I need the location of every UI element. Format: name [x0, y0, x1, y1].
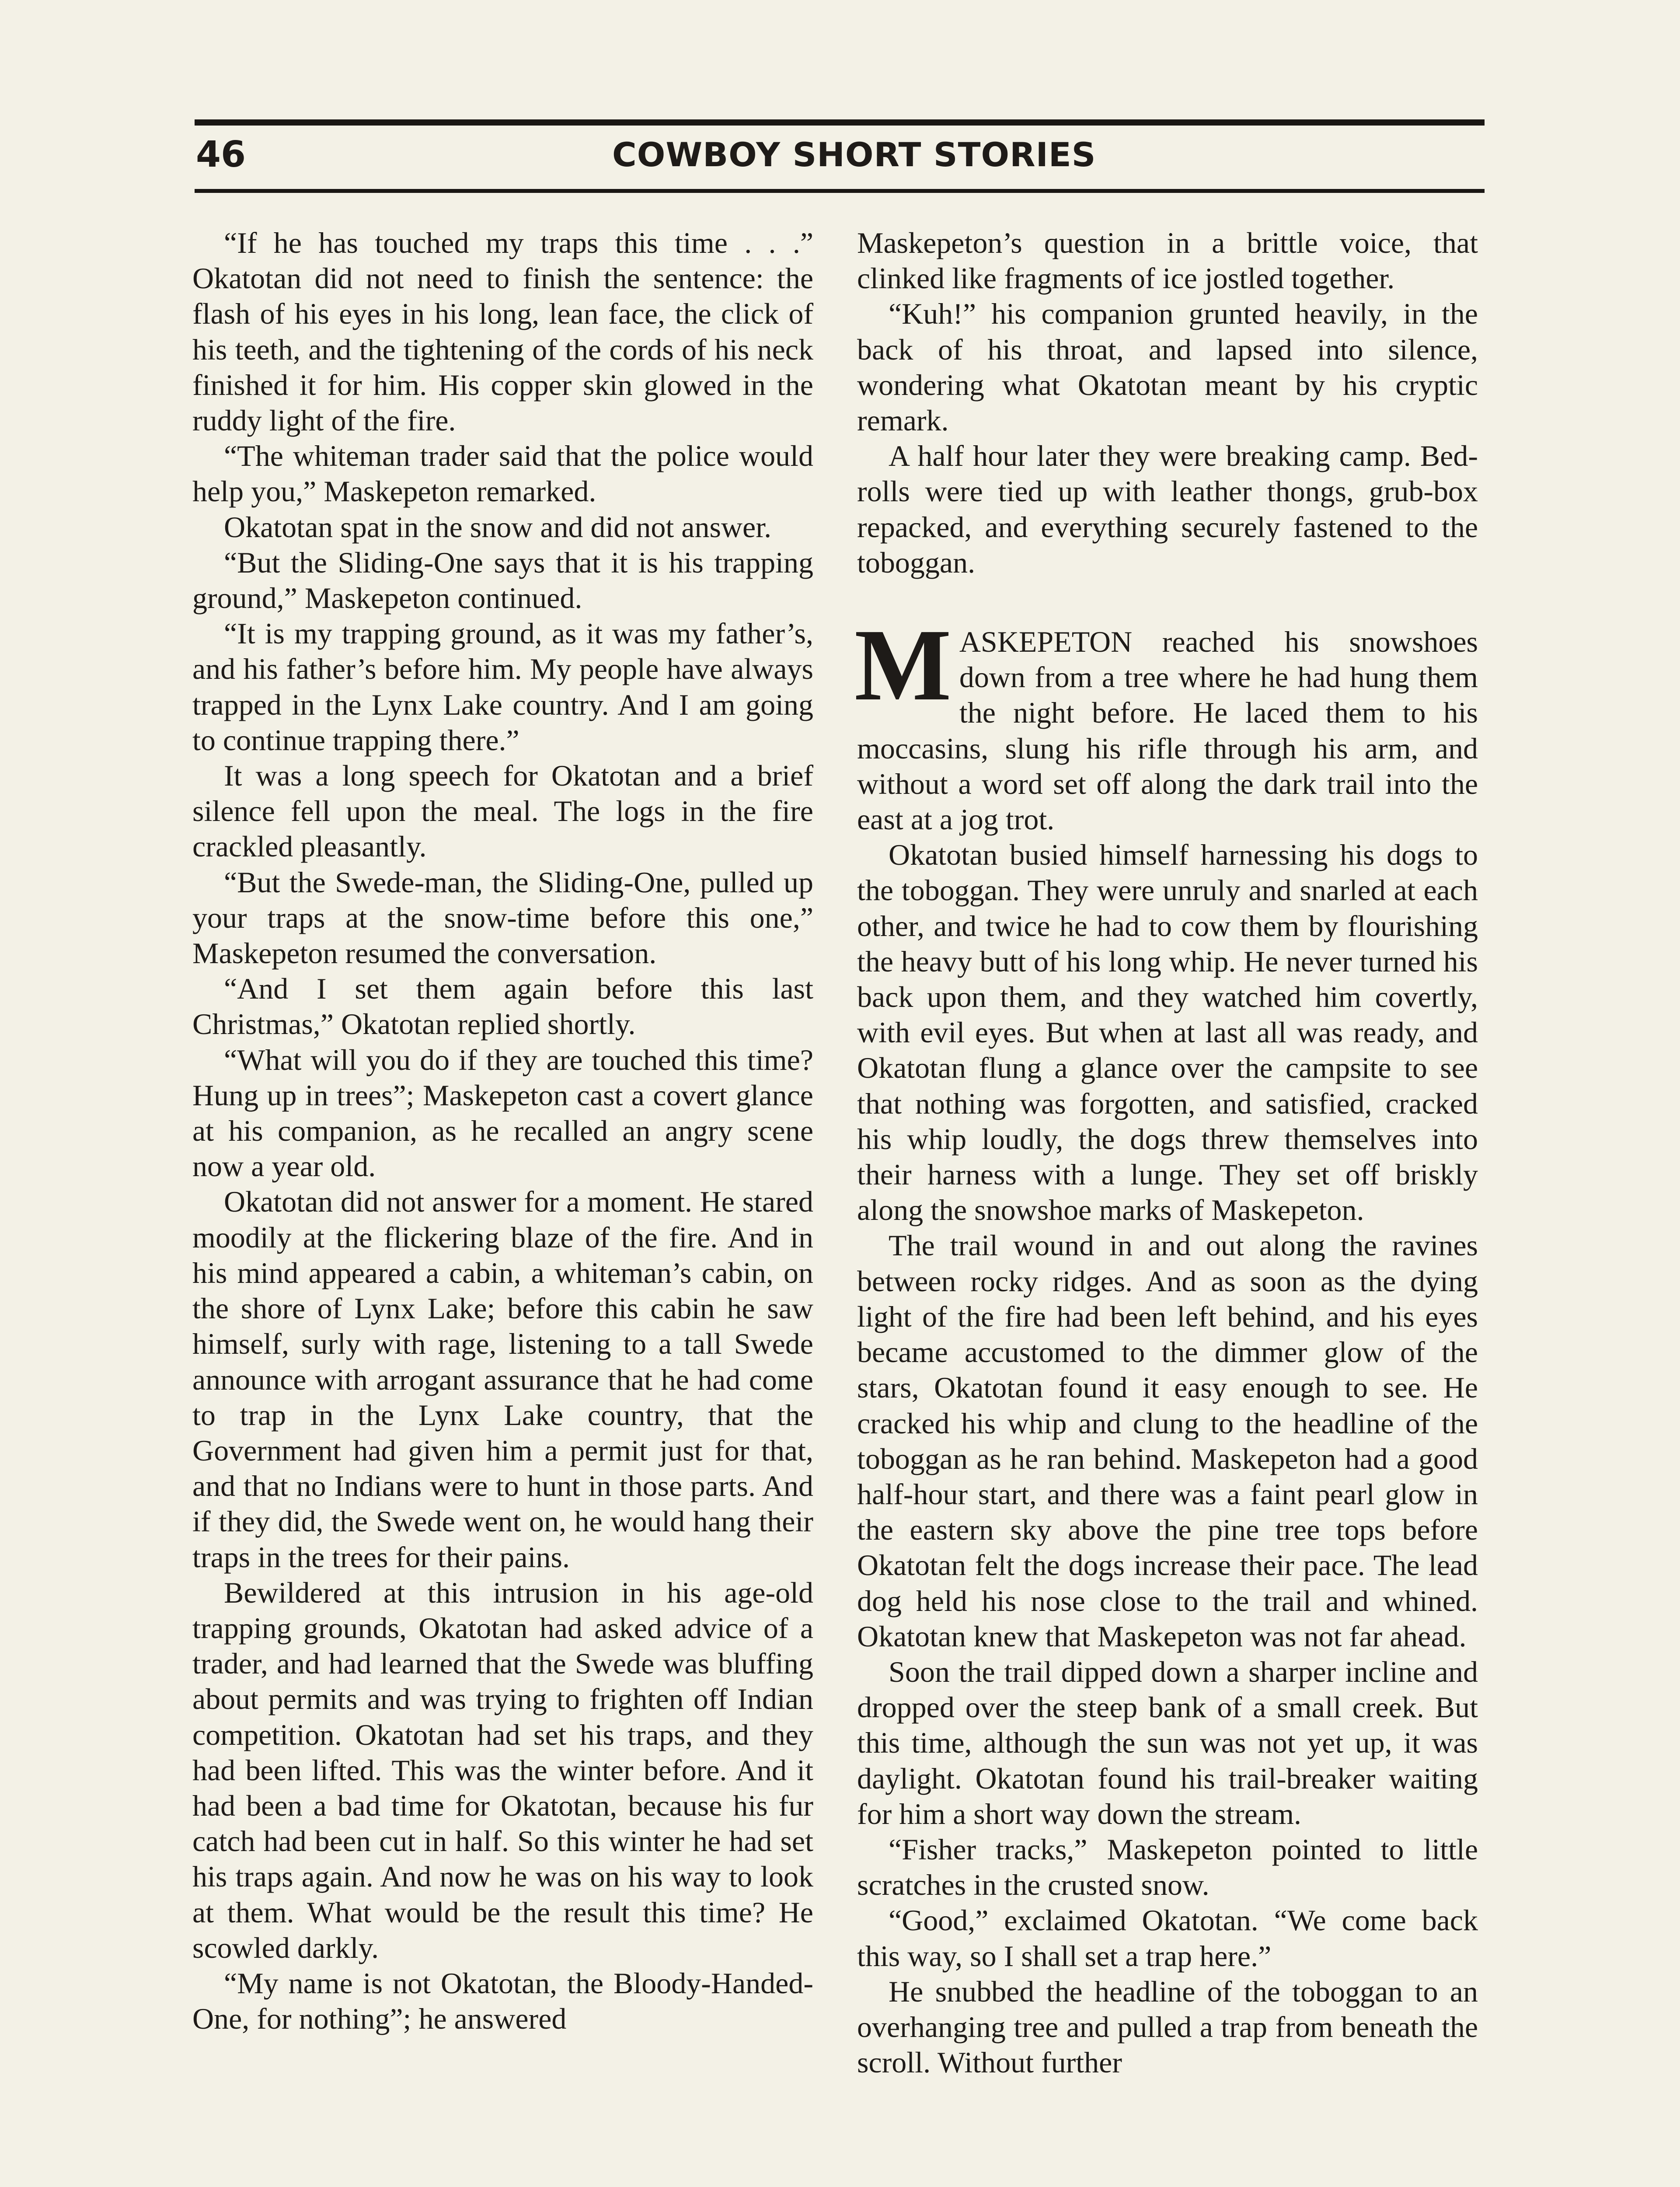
header-rule-bottom	[195, 189, 1485, 193]
paragraph: The trail wound in and out along the ravines between rocky ridges. And as soon as the dying light of the fire had been left behind, and his eyes became accustomed to the dimmer glow of the stars, Okatotan found it easy enough to see. He cracked his whip and clung to the headline of the toboggan as he ran behind. Maskepeton had a good half-hour start, and there was a faint pearl glow in the eastern sky above the pine tree tops before Okatotan felt the dogs increase their pace. The lead dog held his nose close to the trail and whined. Okatotan knew that Maskepeton was not far ahead.	[857, 1229, 1478, 1653]
paragraph: “Kuh!” his companion grunted heavily, in the back of his throat, and lapsed into silence, wondering what Okatotan meant by his cryptic remark.	[857, 297, 1478, 437]
paragraph: “But the Sliding-One says that it is his trapping ground,” Maskepeton continued.	[192, 545, 813, 615]
drop-cap: M	[854, 608, 952, 722]
header-rule-top	[195, 119, 1485, 126]
right-column	[854, 225, 1478, 2080]
paragraph: Soon the trail dipped down a sharper incline and dropped over the steep bank of a small creek. But this time, although the sun was not yet up, it was daylight. Okatotan found his trail-breaker waiting for him a short way down the stream.	[857, 1655, 1478, 1831]
paragraph: “Good,” exclaimed Okatotan. “We come back this way, so I shall set a trap here.”	[857, 1904, 1478, 1973]
paragraph: He snubbed the headline of the toboggan to an overhanging tree and pulled a trap from beneath the scroll. Without further	[857, 1974, 1478, 2079]
section-opening-paragraph	[854, 608, 1478, 837]
paragraph: Okatotan did not answer for a moment. He stared moodily at the flickering blaze of the fire. And in his mind appeared a cabin, a whiteman’s cabin, on the shore of Lynx Lake; before this cabin he saw himself, surly with rage, listening to a tall Swede announce with arrogant assurance that he had come to trap in the Lynx Lake country, that the Government had given him a permit just for that, and that no Indians were to hunt in those parts. And if they did, the Swede went on, he would hang their traps in the trees for their pains.	[192, 1185, 813, 1574]
paragraph: “My name is not Okatotan, the Bloody-Handed-One, for nothing”; he answered	[192, 1966, 813, 2036]
paragraph: “Fisher tracks,” Maskepeton pointed to little scratches in the crusted snow.	[857, 1832, 1478, 1902]
page-number: 46	[196, 134, 246, 175]
paragraph: Maskepeton’s question in a brittle voice, that clinked like fragments of ice jostled together.	[857, 226, 1478, 295]
running-title: COWBOY SHORT STORIES	[612, 135, 1096, 174]
paragraph: “And I set them again before this last Christmas,” Okatotan replied shortly.	[192, 972, 813, 1041]
paragraph: A half hour later they were breaking camp. Bed-rolls were tied up with leather thongs, grub-box repacked, and everything securely fastened to the toboggan.	[857, 439, 1478, 579]
paragraph: Bewildered at this intrusion in his age-old trapping grounds, Okatotan had asked advice of a trader, and had learned that the Swede was bluffing about permits and was trying to frighten off Indian competition. Okatotan had set his traps, and they had been lifted. This was the winter before. And it had been a bad time for Okatotan, because his fur catch had been cut in half. So this winter he had set his traps again. And now he was on his way to look at them. What would be the result this time? He scowled darkly.	[192, 1576, 813, 1964]
paragraph: “It is my trapping ground, as it was my father’s, and his father’s before him. My people have always trapped in the Lynx Lake country. And I am going to continue trapping there.”	[192, 617, 813, 757]
paragraph: Okatotan spat in the snow and did not answer.	[224, 510, 772, 544]
paragraph: “But the Swede-man, the Sliding-One, pulled up your traps at the snow-time before this one,” Maskepeton resumed the conversation.	[192, 865, 813, 970]
paragraph: “If he has touched my traps this time . . .” Okatotan did not need to finish the sentence: the flash of his eyes in his long, lean face, the click of his teeth, and the tightening of the cords of his neck finished it for him. His copper skin glowed in the ruddy light of the fire.	[192, 226, 813, 437]
section-opening-text: ASKEPETON reached his snowshoes down from a tree where he had hung them the night before. He laced them to his moccasins, slung his rifle through his arm, and without a word set off along the dark trail into the east at a jog trot.	[857, 625, 1478, 836]
paragraph: “The whiteman trader said that the police would help you,” Maskepeton remarked.	[192, 439, 813, 508]
paragraph: “What will you do if they are touched this time? Hung up in trees”; Maskepeton cast a covert glance at his companion, as he recalled an angry scene now a year old.	[192, 1043, 813, 1183]
paragraph: Okatotan busied himself harnessing his dogs to the toboggan. They were unruly and snarled at each other, and twice he had to cow them by flourishing the heavy butt of his long whip. He never turned his back upon them, and they watched him covertly, with evil eyes. But when at last all was ready, and Okatotan flung a glance over the campsite to see that nothing was forgotten, and satisfied, cracked his whip loudly, the dogs threw themselves into their harness with a lunge. They set off briskly along the snowshoe marks of Maskepeton.	[857, 838, 1478, 1227]
left-column	[192, 225, 813, 2037]
paragraph: It was a long speech for Okatotan and a brief silence fell upon the meal. The logs in the fire crackled pleasantly.	[192, 759, 813, 863]
